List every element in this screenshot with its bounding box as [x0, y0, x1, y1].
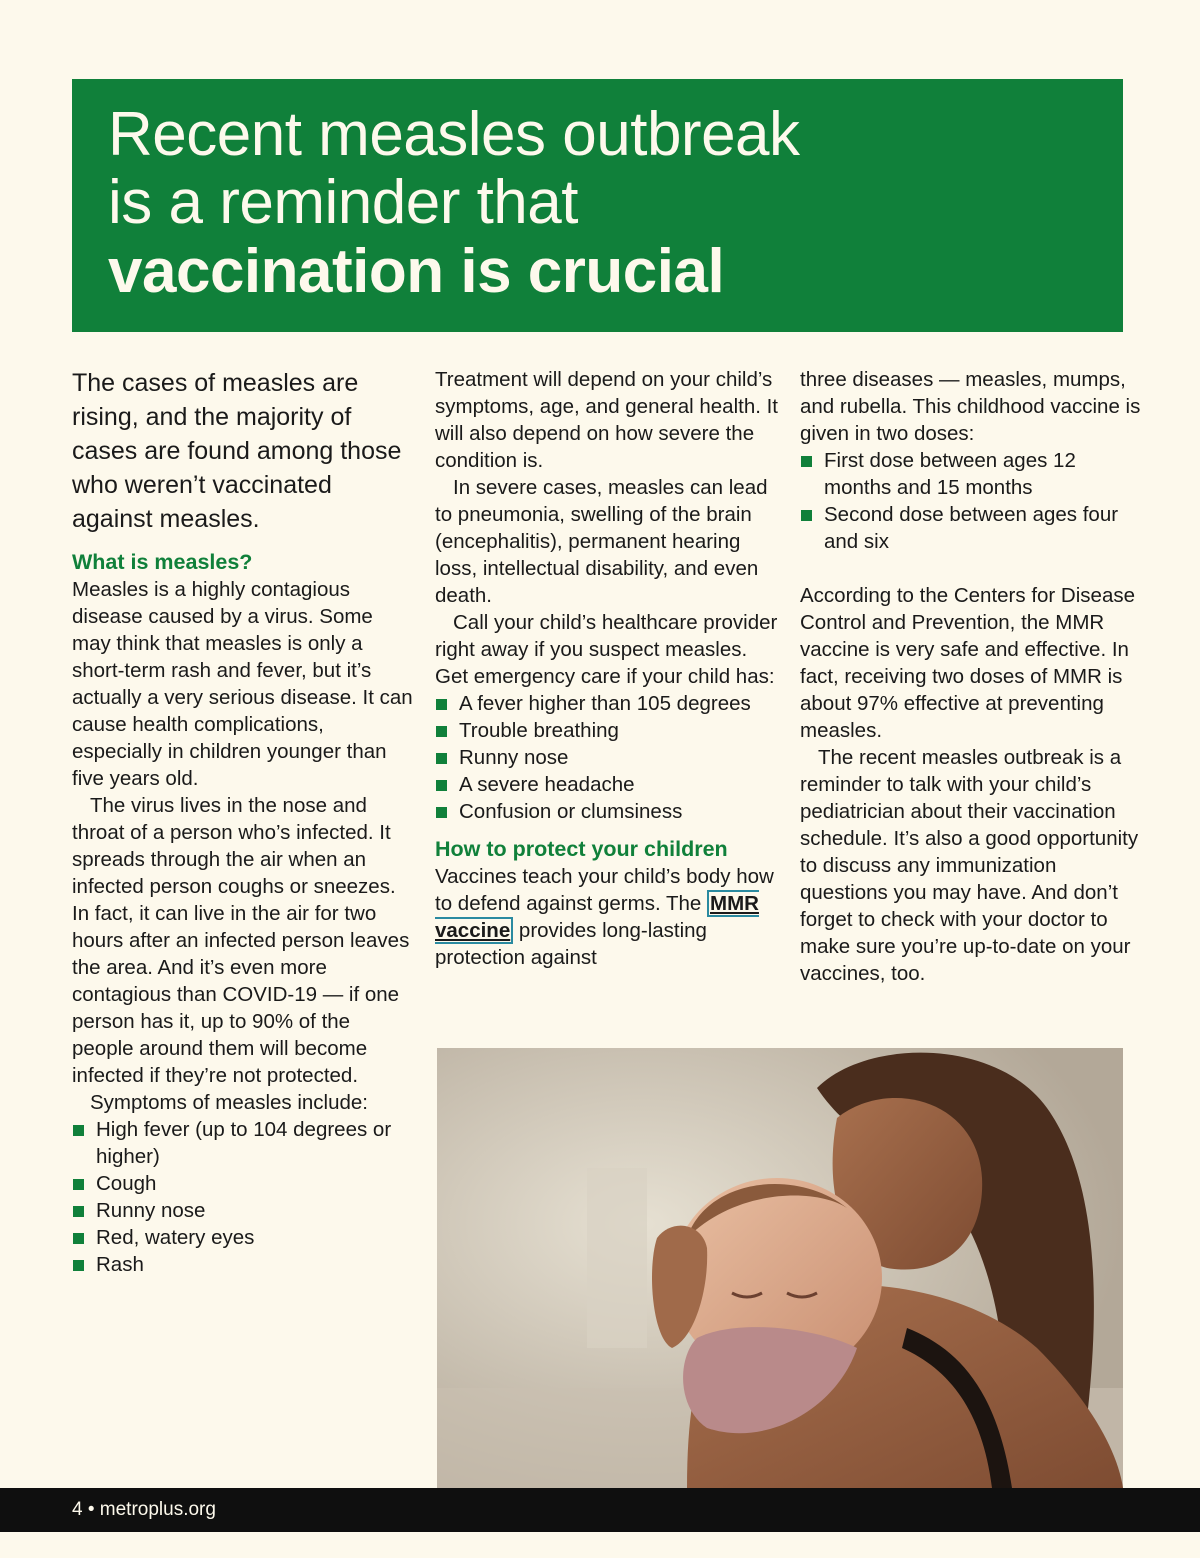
column-3: [800, 366, 1145, 987]
list-item: Red, watery eyes: [72, 1224, 417, 1251]
lead-paragraph: The cases of measles are rising, and the majority of cases are found among those who weren’t vaccinated against measles.: [72, 369, 402, 533]
section-heading-what-is-measles: What is measles?: [72, 550, 253, 574]
list-item: Rash: [72, 1251, 417, 1278]
paragraph: In severe cases, measles can lead to pneumonia, swelling of the brain (encephalitis), permanent hearing loss, intellectual disability, and even death.: [435, 476, 768, 607]
paragraph: [435, 863, 780, 971]
column-2: [435, 366, 780, 971]
article-header: [72, 79, 1123, 332]
paragraph: three diseases — measles, mumps, and rubella. This childhood vaccine is given in two doses:: [800, 368, 1141, 445]
paragraph: The virus lives in the nose and throat of a person who’s infected. It spreads through the air when an infected person coughs or sneezes. In fact, it can live in the air for two hours after an infected person leaves the area. And it’s even more contagious than COVID-19 — if one person has it, up to 90% of the people around them will become infected if they’re not protected.: [72, 794, 410, 1087]
paragraph: Symptoms of measles include:: [90, 1091, 369, 1114]
emergency-list: [435, 690, 780, 825]
paragraph: According to the Centers for Disease Control and Prevention, the MMR vaccine is very safe and effective. In fact, receiving two doses of MMR is about 97% effective at preventing measles.: [800, 584, 1135, 742]
column-1: [72, 366, 417, 1278]
section-heading-how-to-protect: How to protect your children: [435, 837, 728, 861]
list-item: First dose between ages 12 months and 15 months: [800, 447, 1145, 501]
list-item: Trouble breathing: [435, 717, 780, 744]
text-span: provides long-lasting protection against: [435, 919, 707, 969]
list-item: A fever higher than 105 degrees: [435, 690, 780, 717]
list-item: High fever (up to 104 degrees or higher): [72, 1116, 417, 1170]
mmr-vaccine-link[interactable]: MMR vaccine: [435, 892, 759, 942]
list-item: Confusion or clumsiness: [435, 798, 780, 825]
title-line-3: vaccination is crucial: [108, 237, 725, 306]
list-item: Cough: [72, 1170, 417, 1197]
mother-and-baby-photo: [437, 1048, 1123, 1488]
text-span: Vaccines teach your child’s body how to defend against germs. The: [435, 865, 774, 915]
footer-text: 4 • metroplus.org: [72, 1499, 216, 1520]
spacer: [800, 555, 1145, 582]
list-item: Runny nose: [435, 744, 780, 771]
paragraph: Measles is a highly contagious disease caused by a virus. Some may think that measles is only a short-term rash and fever, but it’s actually a very serious disease. It can cause health complications, especially in children younger than five years old.: [72, 578, 413, 790]
title-line-2: is a reminder that: [108, 168, 578, 237]
list-item: A severe headache: [435, 771, 780, 798]
doses-list: [800, 447, 1145, 555]
photo-illustration: [437, 1048, 1123, 1488]
paragraph: Call your child’s healthcare provider right away if you suspect measles. Get emergency care if your child has:: [435, 611, 778, 688]
list-item: Second dose between ages four and six: [800, 501, 1145, 555]
paragraph: Treatment will depend on your child’s symptoms, age, and general health. It will also depend on how severe the condition is.: [435, 368, 779, 472]
title-line-1: Recent measles outbreak: [108, 100, 800, 169]
symptoms-list: [72, 1116, 417, 1278]
list-item: Runny nose: [72, 1197, 417, 1224]
paragraph: The recent measles outbreak is a reminder to talk with your child’s pediatrician about their vaccination schedule. It’s also a good opportunity to discuss any immunization questions you may have. And don’t forget to check with your doctor to make sure you’re up-to-date on your vaccines, too.: [800, 746, 1139, 985]
page-footer: [0, 1488, 1200, 1532]
